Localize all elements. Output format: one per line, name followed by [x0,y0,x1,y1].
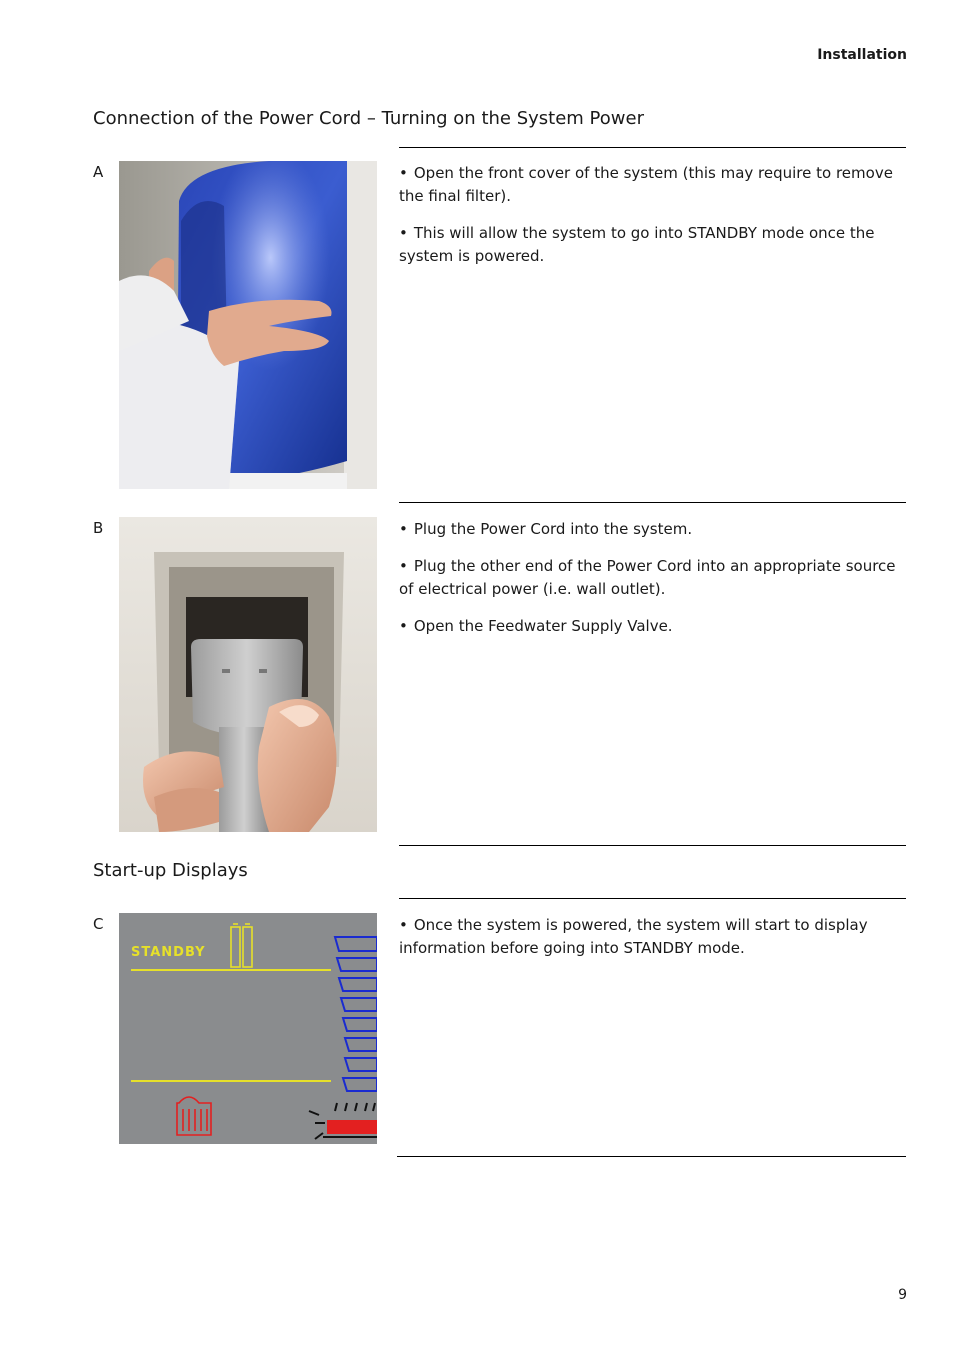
standby-display-text: STANDBY [131,945,206,960]
divider [397,1156,906,1157]
bullet-text: This will allow the system to go into STANDBY mode once the system is powered. [399,224,875,265]
bullet-item [399,222,905,268]
figure-label-b: B [93,519,104,537]
bullet-icon: • [399,617,408,635]
bullet-item [399,555,905,601]
page-number: 9 [898,1287,907,1303]
photo-power-cord [119,517,377,832]
bullet-text: Plug the Power Cord into the system. [413,520,693,538]
bullet-text: Open the front cover of the system (this may require to remove the final filter). [399,164,893,205]
divider [399,845,906,846]
bullet-icon: • [399,916,408,934]
figure-label-a: A [93,163,104,181]
bullet-icon: • [399,557,408,575]
step-a-instructions [399,162,905,282]
section-title: Installation [817,47,907,63]
bullet-icon: • [399,164,408,182]
bullet-icon: • [399,224,408,242]
startup-heading: Start-up Displays [93,860,248,881]
page-heading: Connection of the Power Cord – Turning on the System Power [93,108,644,129]
bullet-item [399,162,905,208]
bullet-text: Once the system is powered, the system will start to display information before going into STANDBY mode. [399,916,868,957]
bullet-item [399,914,905,960]
bullet-item [399,615,905,638]
divider [399,502,906,503]
figure-label-c: C [93,915,104,933]
bullet-text: Open the Feedwater Supply Valve. [413,617,673,635]
bullet-item [399,518,905,541]
step-c-instructions [399,914,905,974]
photo-front-cover [119,161,377,489]
bullet-text: Plug the other end of the Power Cord into an appropriate source of electrical power (i.e. wall outlet). [399,557,896,598]
photo-standby-display [119,913,377,1144]
divider [399,147,906,148]
step-b-instructions [399,518,905,652]
divider [399,898,906,899]
bullet-icon: • [399,520,408,538]
